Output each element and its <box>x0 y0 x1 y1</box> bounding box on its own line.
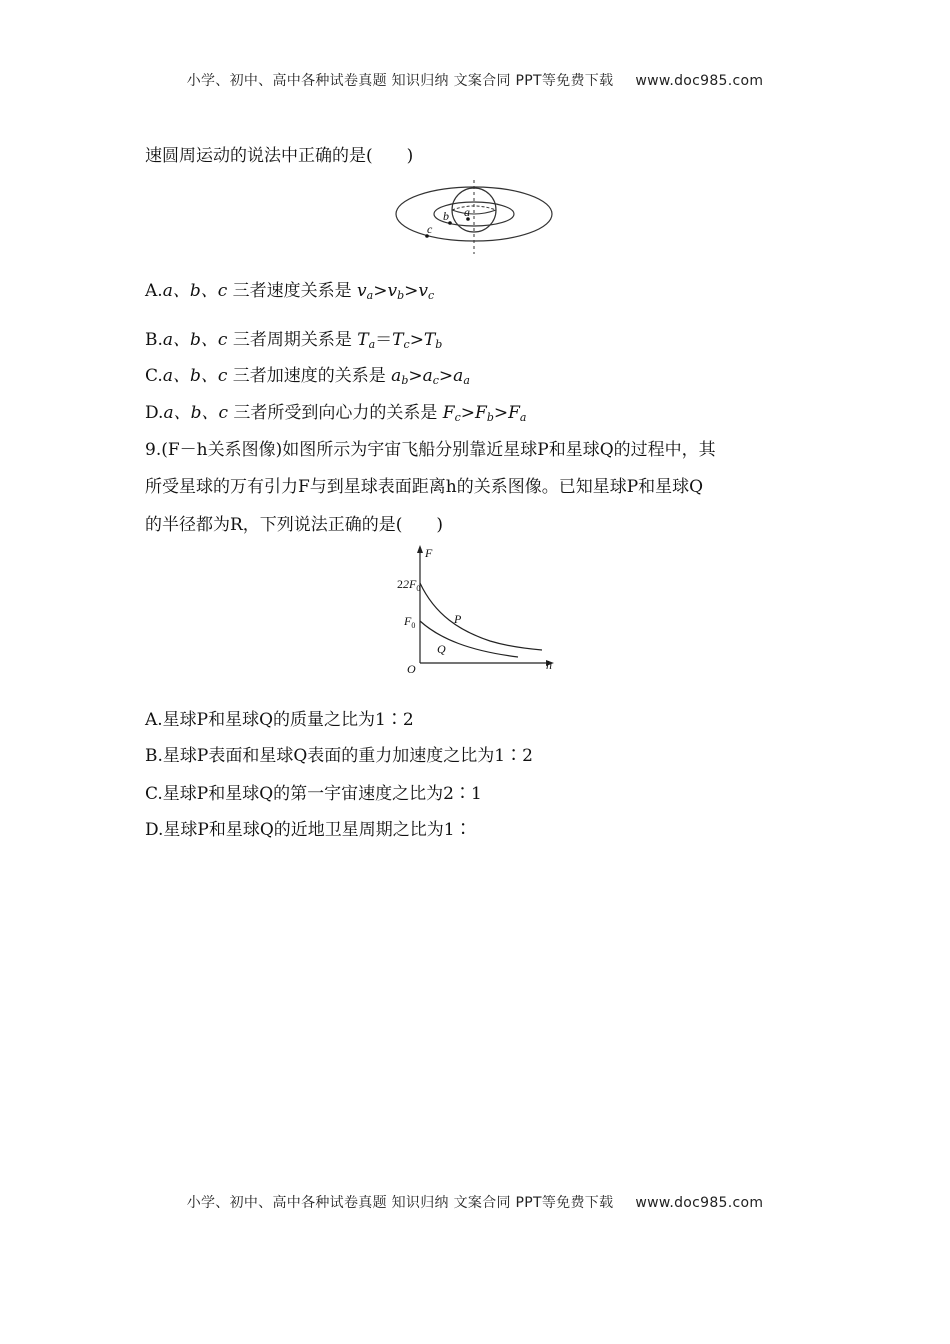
q8-option-c[interactable]: C.a、b、c 三者加速度的关系是 $a_b>a_c>a_a$ <box>145 366 470 387</box>
q8-orbit-figure <box>390 178 560 256</box>
q9-stem-line3: 的半径都为R，下列说法正确的是( ) <box>145 515 444 535</box>
tick-f0: $F_0$ <box>404 614 416 630</box>
footer-site-link[interactable]: www.doc985.com <box>635 1195 764 1211</box>
relation: $F_c>F_b>F_a$ <box>442 403 527 424</box>
abc-vars: a、b、c <box>162 330 228 350</box>
q8-option-b[interactable]: B.a、b、c 三者周期关系是 $T_a=T_c>T_b$ <box>145 330 443 351</box>
x-axis-label: h <box>546 658 552 672</box>
origin-label: O <box>407 662 416 676</box>
q9-option-d[interactable]: D.星球P和星球Q的近地卫星周期之比为1∶ <box>145 820 472 840</box>
label-b: b <box>443 209 449 223</box>
q9-tag: (F－h关系图像) <box>161 440 283 460</box>
q9-option-a[interactable]: A.星球P和星球Q的质量之比为1∶2 <box>145 710 414 730</box>
y-axis-label: F <box>425 546 433 560</box>
y-axis-arrow <box>417 545 423 553</box>
relation: $v_a>v_b>v_c$ <box>357 281 435 302</box>
tick-2f0: $22F_0$ <box>397 577 421 593</box>
page-header <box>0 70 950 90</box>
q8-stem-tail: 速圆周运动的说法中正确的是( ) <box>145 146 414 166</box>
q8-option-d[interactable]: D.a、b、c 三者所受到向心力的关系是 $F_c>F_b>F_a$ <box>145 403 527 424</box>
abc-vars: a、b、c <box>163 403 228 423</box>
curve-p-label: P <box>454 612 462 626</box>
footer-text: 小学、初中、高中各种试卷真题 知识归纳 文案合同 PPT等免费下载 <box>186 1195 614 1211</box>
abc-vars: a、b、c <box>162 366 228 386</box>
q9-stem-line1 <box>145 438 716 462</box>
header-site-link[interactable]: www.doc985.com <box>635 73 764 89</box>
relation: $T_a=T_c>T_b$ <box>357 330 443 351</box>
q9-stem-line2: 所受星球的万有引力F与到星球表面距离h的关系图像。已知星球P和星球Q <box>145 477 704 497</box>
relation: $a_b>a_c>a_a$ <box>391 366 470 387</box>
q9-option-c[interactable]: C.星球P和星球Q的第一宇宙速度之比为2∶1 <box>145 784 482 804</box>
abc-vars: a、b、c <box>162 281 228 301</box>
q9-number: 9. <box>145 440 162 460</box>
q9-line1: 如图所示为宇宙飞船分别靠近星球P和星球Q的过程中，其 <box>282 440 716 460</box>
curve-q-label: Q <box>437 642 446 656</box>
curve-p <box>420 583 542 650</box>
label-a: a <box>464 205 470 219</box>
header-text: 小学、初中、高中各种试卷真题 知识归纳 文案合同 PPT等免费下载 <box>186 73 614 89</box>
page-footer <box>0 1192 950 1212</box>
label-c: c <box>427 222 433 236</box>
q8-option-a[interactable]: A.a、b、c 三者速度关系是 $v_a>v_b>v_c$ <box>145 281 435 302</box>
q9-option-b[interactable]: B.星球P表面和星球Q表面的重力加速度之比为1∶2 <box>145 746 533 766</box>
q9-f-h-graph <box>390 543 565 678</box>
curve-q <box>420 621 518 657</box>
